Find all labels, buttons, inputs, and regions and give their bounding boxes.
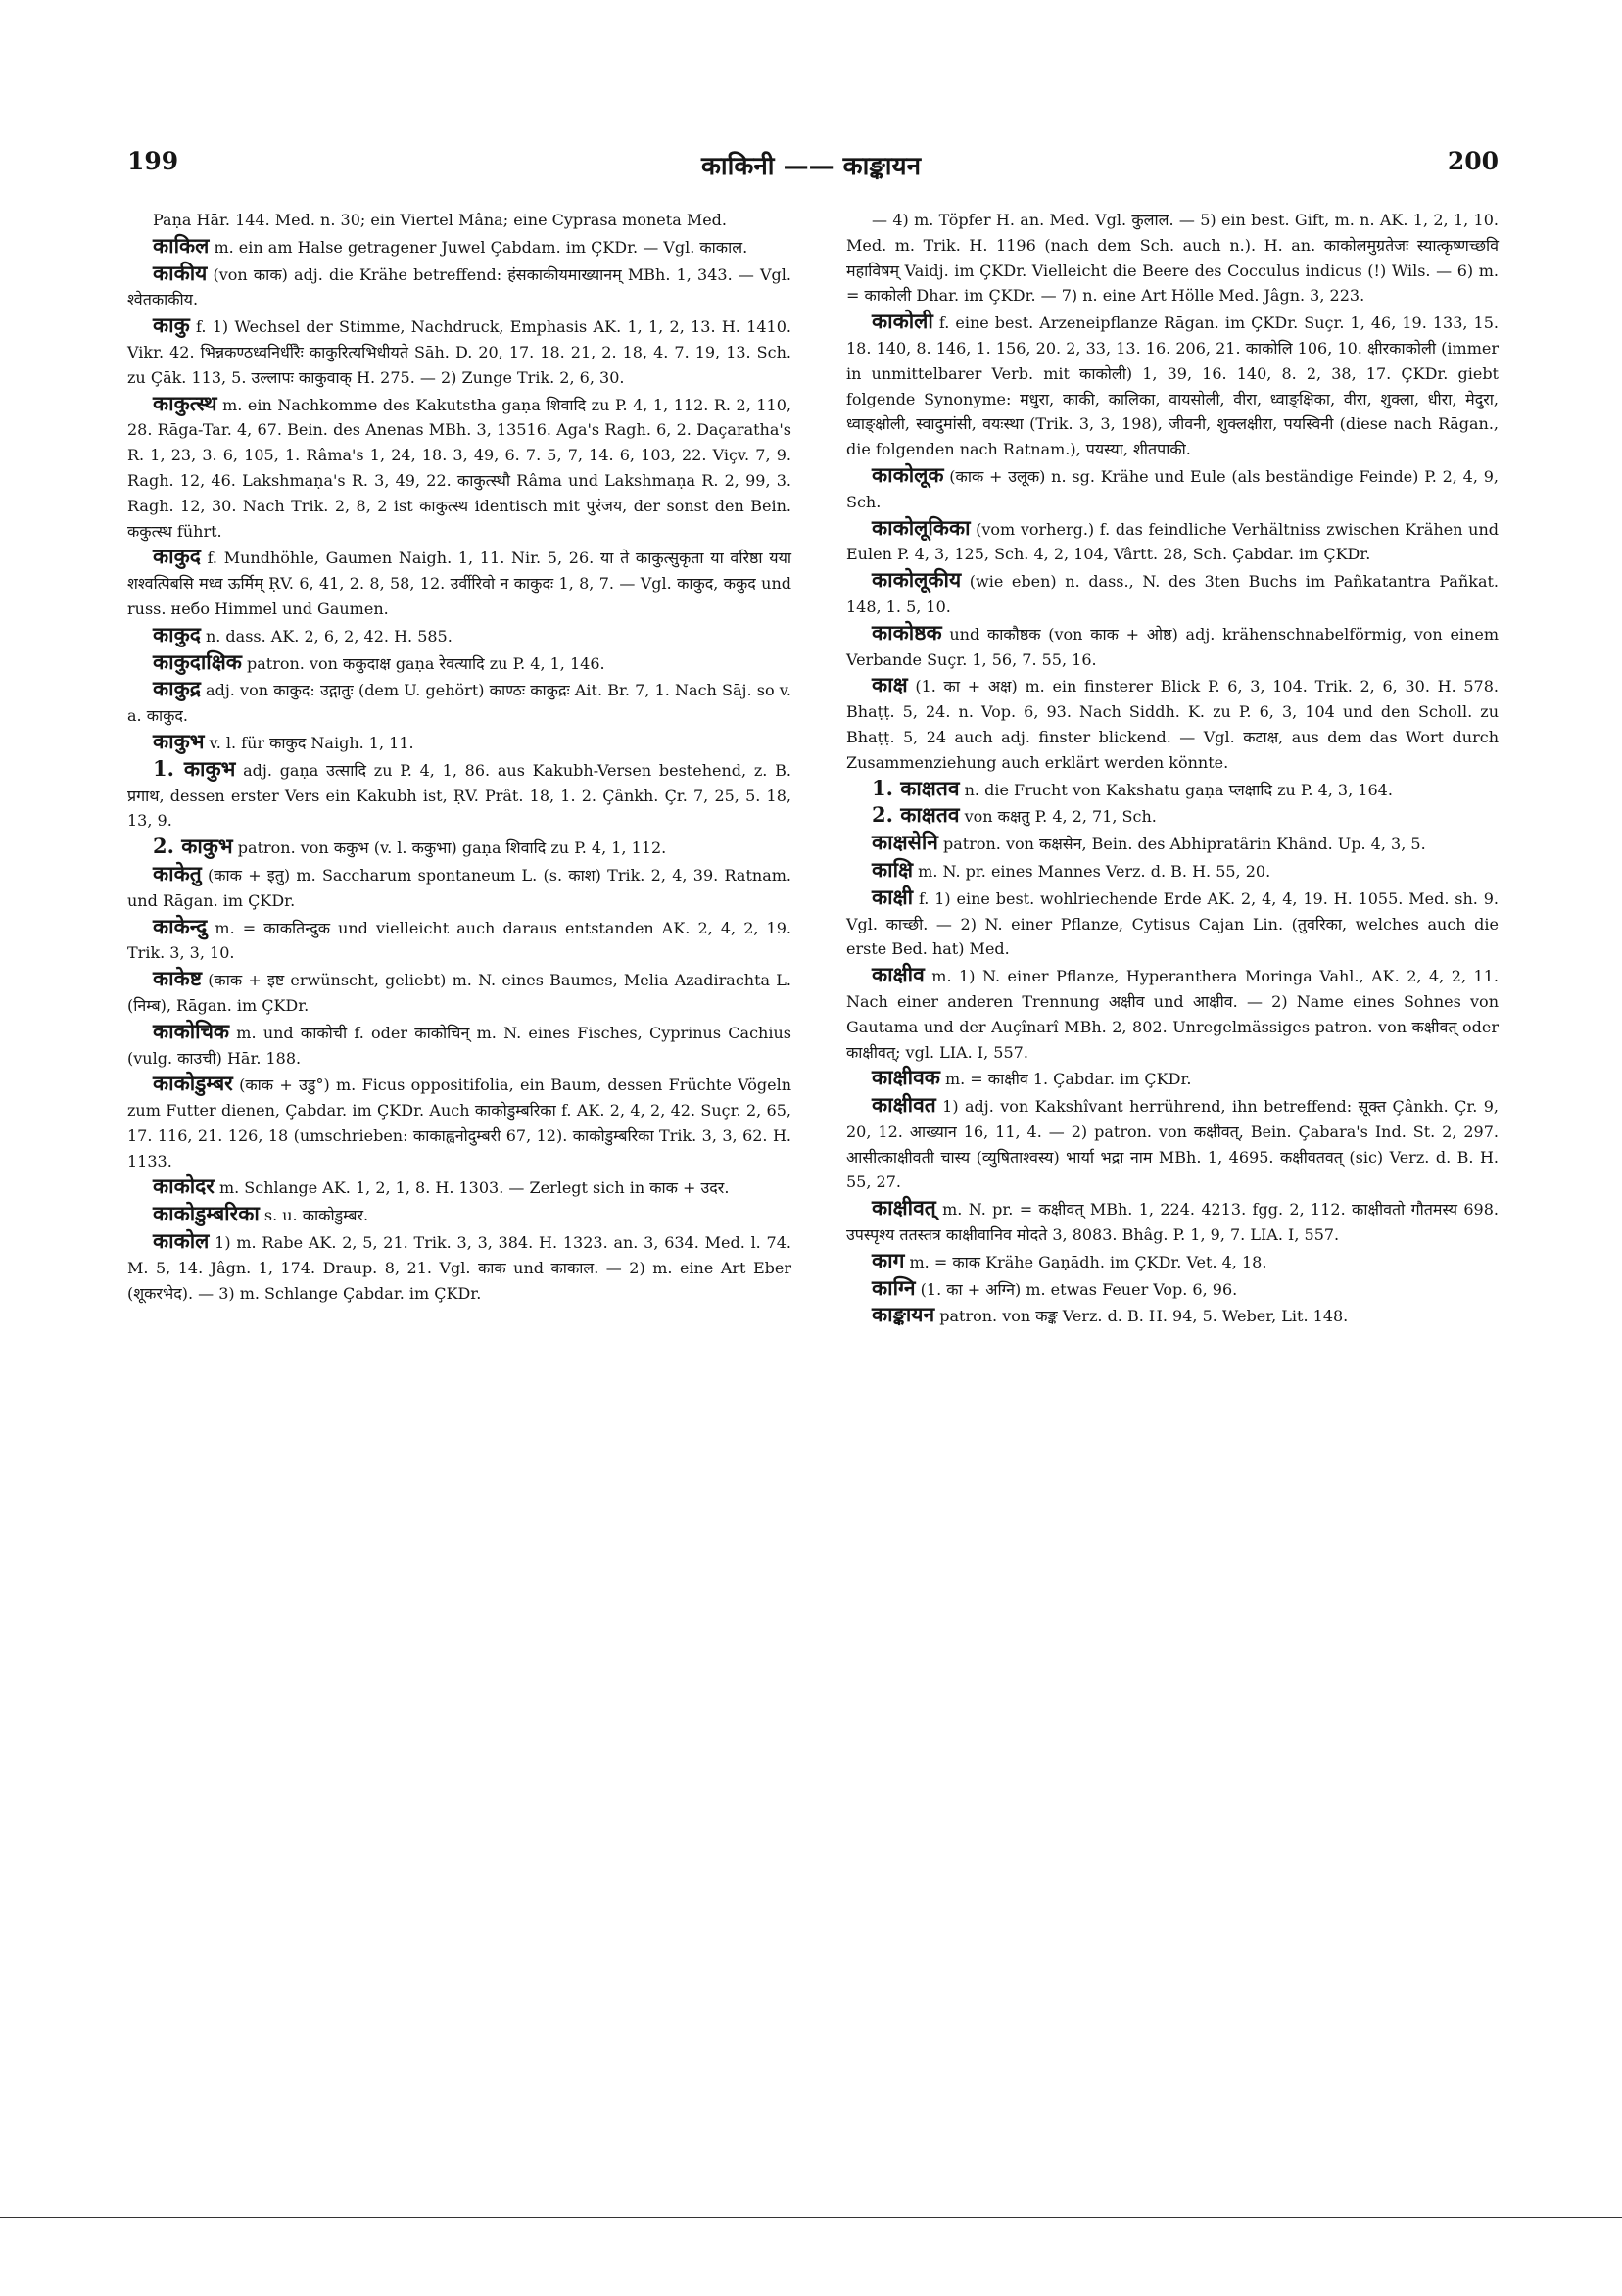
entry-headword: काकुद्र	[153, 676, 201, 701]
entry-text: m. ein am Halse getragener Juwel Çabdam. im ÇKDr. — Vgl. काकाल.	[209, 237, 748, 257]
entry-headword: काक्षीवत्	[872, 1195, 936, 1220]
dictionary-entry	[846, 672, 1499, 775]
entry-headword: 2. काक्षतव	[872, 802, 960, 828]
entry-text: m. = काक Krähe Gaṇādh. im ÇKDr. Vet. 4, 18.	[904, 1252, 1267, 1271]
entry-headword: 1. काक्षतव	[872, 775, 960, 800]
dictionary-entry	[127, 756, 791, 834]
entry-headword: काकुभ	[153, 728, 205, 753]
entry-text: patron. von कङ्क Verz. d. B. H. 94, 5. Weber, Lit. 148.	[934, 1307, 1349, 1326]
entry-text: 1) m. Rabe AK. 2, 5, 21. Trik. 3, 3, 384. H. 1323. an. 3, 634. Med. l. 74. M. 5, 14. Jâgn. 1, 174. Draup. 8, 21. Vgl. काक und काकाल. — 2) m. eine Art Eber (शूकरभेद). — 3) m. Schlange Çabdar. im ÇKDr.	[127, 1233, 791, 1303]
entry-text: (काक + उडु°) m. Ficus oppositifolia, ein Baum, dessen Früchte Vögeln zum Futter dienen, Çabdar. im ÇKDr. Auch काकोडुम्बरिका f. AK. 2, 4, 2, 42. Suçr. 2, 65, 17. 116, 21. 126, 18 (umschrieben: काकाह्वनोदुम्बरी 67, 12). काकोडुम्बरिका Trik. 3, 3, 62. H. 1133.	[127, 1076, 791, 1171]
entry-headword: काकोलूकीय	[872, 567, 962, 593]
entry-text: n. die Frucht von Kakshatu gaṇa प्लक्षादि zu P. 4, 3, 164.	[959, 780, 1393, 799]
entry-headword: 2. काकुभ	[153, 834, 233, 859]
dictionary-entry	[127, 312, 791, 390]
bottom-rule	[0, 2217, 1622, 2218]
dictionary-entry	[127, 1228, 791, 1306]
entry-headword: काङ्कायन	[872, 1302, 935, 1327]
entry-headword: काक्षीवक	[872, 1065, 940, 1090]
entry-headword: काकेष्ट	[153, 966, 202, 991]
entry-text: (काक + उलूक) n. sg. Krähe und Eule (als beständige Feinde) P. 2, 4, 9, Sch.	[846, 466, 1499, 511]
entry-text: adj. von काकुद: उद्गातुः (dem U. gehört) काण्ठः काकुद्रः Ait. Br. 7, 1. Nach Sāj. so v. a. काकुद.	[127, 681, 791, 726]
dictionary-entry	[846, 309, 1499, 462]
entry-headword: काकोलूकिका	[872, 514, 971, 540]
entry-text: (von काक) adj. die Krähe betreffend: हंसकाकीयमाख्यानम् MBh. 1, 343. — Vgl. श्वेतकाकीय.	[127, 264, 791, 310]
dictionary-entry	[127, 914, 791, 967]
entry-headword: काकुद	[153, 621, 201, 646]
entry-headword: 1. काकुभ	[153, 755, 236, 781]
entry-text: patron. von कक्षसेन, Bein. des Abhipratârin Khând. Up. 4, 3, 5.	[937, 835, 1426, 854]
dictionary-entry	[846, 208, 1499, 309]
entry-headword: काकीय	[153, 260, 208, 285]
entry-headword: काकोष्ठक	[872, 619, 942, 645]
entry-headword: काकोदर	[153, 1173, 215, 1199]
entry-headword: काकुदाक्षिक	[153, 648, 242, 674]
entry-headword: काक्षीव	[872, 962, 925, 987]
dictionary-entry	[127, 261, 791, 313]
dictionary-entry	[127, 649, 791, 677]
dictionary-entry	[846, 1302, 1499, 1329]
entry-text: patron. von ककुदाक्ष gaṇa रेवत्यादि zu P. 4, 1, 146.	[241, 653, 605, 673]
entry-text: m. und काकोची f. oder काकोचिन् m. N. eines Fisches, Cyprinus Cachius (vulg. काउची) Hār. 188.	[127, 1023, 791, 1068]
entry-headword: काक्षि	[872, 856, 914, 882]
left-column	[127, 208, 791, 1306]
entry-headword: काकोल	[153, 1228, 210, 1254]
entry-text: m. = काक्षीव 1. Çabdar. im ÇKDr.	[939, 1070, 1192, 1089]
dictionary-entry	[127, 834, 791, 861]
entry-headword: काकोचिक	[153, 1018, 230, 1043]
entry-text: f. Mundhöhle, Gaumen Naigh. 1, 11. Nir. 5, 26. या ते काकुत्सुकृता या वरिष्ठा यया शश्वत्पिबसि मध्व ऊर्मिम् ṚV. 6, 41, 2. 8, 58, 12. उर्वीरिवो न काकुदः 1, 8, 7. — Vgl. काकुद, ककुद und russ. небо Himmel und Gaumen.	[127, 549, 791, 618]
entry-text: m. 1) N. einer Pflanze, Hyperanthera Moringa Vahl., AK. 2, 4, 2, 11. Nach einer anderen Trennung अक्षीव und आक्षीव. — 2) Name eines Sohnes von Gautama und der Auçînarî MBh. 2, 802. Unregelmässiges patron. von कक्षीवत् oder काक्षीवत्; vgl. LIA. I, 557.	[846, 967, 1499, 1062]
dictionary-entry	[127, 1201, 791, 1228]
dictionary-entry	[846, 1092, 1499, 1195]
dictionary-entry	[846, 1275, 1499, 1303]
entry-headword: काकुत्स्थ	[153, 390, 217, 415]
entry-text: (काक + इष्ट erwünscht, geliebt) m. N. eines Baumes, Melia Azadirachta L. (निम्ब), Rāgan. im ÇKDr.	[127, 971, 791, 1015]
entry-text: 1) adj. von Kakshîvant herrührend, ihn betreffend: सूक्त Çânkh. Çr. 9, 20, 12. आख्यान 16, 11, 4. — 2) patron. von कक्षीवत्, Bein. Çabara's Ind. St. 2, 297. आसीत्काक्षीवती चास्य (व्युषिताश्वस्य) भार्या भद्रा नाम MBh. 1, 4695. कक्षीवतवत् (sic) Verz. d. B. H. 55, 27.	[846, 1097, 1499, 1192]
entry-text: m. = काकतिन्दुक und vielleicht auch daraus entstanden AK. 2, 4, 2, 19. Trik. 3, 3, 10.	[127, 918, 791, 963]
dictionary-entry	[846, 462, 1499, 515]
dictionary-entry	[127, 391, 791, 545]
entry-headword: काकेन्दु	[153, 913, 208, 938]
entry-text: m. N. pr. = कक्षीवत् MBh. 1, 224. 4213. fgg. 2, 112. काक्षीवतो गौतमस्य 698. उपस्पृश्य ततस्तत्र काक्षीवानिव मोदते 3, 8083. Bhâg. P. 1, 9, 7. LIA. I, 557.	[846, 1200, 1499, 1245]
dictionary-entry	[846, 776, 1499, 803]
page-number-right: 200	[1447, 147, 1499, 175]
entry-headword: काकुद	[153, 544, 201, 569]
entry-text: f. 1) eine best. wohlriechende Erde AK. 2, 4, 4, 19. H. 1055. Med. sh. 9. Vgl. काच्छी. — 2) N. einer Pflanze, Cytisus Cajan Lin. (तुवरिका, welches auch die erste Bed. hat) Med.	[846, 888, 1499, 959]
entry-text: von कक्षतु P. 4, 2, 71, Sch.	[959, 807, 1157, 827]
page-number-left: 199	[127, 147, 179, 175]
dictionary-entry	[846, 962, 1499, 1065]
dictionary-entry	[846, 830, 1499, 857]
dictionary-entry	[127, 208, 791, 233]
dictionary-entry	[846, 515, 1499, 568]
dictionary-entry	[127, 1071, 791, 1173]
dictionary-entry	[127, 676, 791, 729]
right-column	[846, 208, 1499, 1329]
entry-text: Paṇa Hār. 144. Med. n. 30; ein Viertel Mâna; eine Cyprasa moneta Med.	[153, 211, 727, 229]
entry-text: f. 1) Wechsel der Stimme, Nachdruck, Emphasis AK. 1, 1, 2, 13. H. 1410. Vikr. 42. भिन्नकण्ठध्वनिर्धीरैः काकुरित्यभिधीयते Sāh. D. 20, 17. 18. 21, 2. 18, 4. 7. 19, 13. Sch. zu Çāk. 113, 5. उल्लापः काकुवाक् H. 275. — 2) Zunge Trik. 2, 6, 30.	[127, 317, 791, 387]
entry-text: (1. का + अक्ष) m. ein finsterer Blick P. 6, 3, 104. Trik. 2, 6, 30. H. 578. Bhaṭṭ. 5, 24. n. Vop. 6, 93. Nach Siddh. K. zu P. 6, 3, 104 und den Scholl. zu Bhaṭṭ. 5, 24 auch adj. finster blickend. — Vgl. कटाक्ष, aus dem das Wort durch Zusammenziehung auch erklärt werden könnte.	[846, 677, 1499, 772]
entry-headword: काकोडुम्बर	[153, 1071, 233, 1096]
dictionary-entry	[846, 857, 1499, 885]
dictionary-entry	[846, 1195, 1499, 1248]
dictionary-entry	[846, 802, 1499, 830]
entry-text: und काकौष्ठक (von काक + ओष्ठ) adj. krähenschnabelförmig, von einem Verbande Suçr. 1, 56, 7. 55, 16.	[846, 624, 1499, 669]
entry-text: (vom vorherg.) f. das feindliche Verhältniss zwischen Krähen und Eulen P. 4, 3, 125, Sch. 4, 2, 104, Vârtt. 28, Sch. Çabdar. im ÇKDr.	[846, 519, 1499, 564]
entry-text: — 4) m. Töpfer H. an. Med. Vgl. कुलाल. — 5) ein best. Gift, m. n. AK. 1, 2, 1, 10. Med. m. Trik. H. 1196 (nach dem Sch. auch n.). H. an. काकोलमुग्रतेजः स्यात्कृष्णच्छवि महाविषम् Vaidj. im ÇKDr. Vielleicht die Beere des Cocculus indicus (!) Wils. — 6) m. = काकोली Dhar. im ÇKDr. — 7) n. eine Art Hölle Med. Jâgn. 3, 223.	[846, 211, 1499, 306]
entry-text: m. N. pr. eines Mannes Verz. d. B. H. 55, 20.	[913, 861, 1271, 881]
entry-headword: काकोलूक	[872, 461, 944, 487]
entry-text: m. ein Nachkomme des Kakutstha gaṇa शिवादि zu P. 4, 1, 112. R. 2, 110, 28. Rāga-Tar. 4, 67. Bein. des Anenas MBh. 3, 13516. Aga's Ragh. 6, 2. Daçaratha's R. 1, 23, 3. 6, 105, 1. Râma's 1, 24, 18. 3, 49, 6. 7. 5, 7, 14. 6, 103, 22. Viçv. 7, 9. Ragh. 12, 46. Lakshmaṇa's R. 3, 49, 22. काकुत्स्थौ Râma und Lakshmaṇa R. 2, 99, 3. Ragh. 12, 30. Nach Trik. 2, 8, 2 ist काकुत्स्थ identisch mit पुरंजय, der sonst den Bein. ककुत्स्थ führt.	[127, 395, 791, 541]
entry-text: f. eine best. Arzeneipflanze Rāgan. im ÇKDr. Suçr. 1, 46, 19. 133, 15. 18. 140, 8. 146, 1. 156, 20. 2, 33, 13. 16. 206, 21. काकोलि 106, 10. क्षीरकाकोली (immer in unmittelbarer Verb. mit काकोली) 1, 39, 16. 140, 8. 2, 38, 17. ÇKDr. giebt folgende Synonyme: मधुरा, काकी, कालिका, वायसोली, वीरा, ध्वाङ्क्षिका, वीरा, शुक्ला, धीरा, मेदुरा, ध्वाङ्क्षोली, स्वादुमांसी, वयःस्था (Trik. 3, 3, 198), जीवनी, शुक्लक्षीरा, पयस्विनी (diese nach Rāgan., die folgenden nach Ratnam.), पयस्या, शीतपाकी.	[846, 313, 1499, 459]
dictionary-entry	[846, 620, 1499, 673]
entry-text: (wie eben) n. dass., N. des 3ten Buchs im Pañkatantra Pañkat. 148, 1. 5, 10.	[846, 572, 1499, 616]
entry-headword: काक्षीवत	[872, 1092, 936, 1118]
running-title: काकिनी —— काङ्कायन	[700, 152, 922, 181]
entry-text: (1. का + अग्नि) m. etwas Feuer Vop. 6, 96.	[915, 1279, 1238, 1299]
entry-text: adj. gaṇa उत्सादि zu P. 4, 1, 86. aus Kakubh-Versen bestehend, z. B. प्रगाथ, dessen erster Vers ein Kakubh ist, ṚV. Prât. 18, 1. 2. Çânkh. Çr. 7, 25, 5. 18, 13, 9.	[127, 760, 791, 831]
dictionary-entry	[127, 622, 791, 649]
entry-headword: काकेतु	[153, 860, 202, 885]
dictionary-entry	[127, 729, 791, 756]
dictionary-entry	[127, 1019, 791, 1072]
entry-text: patron. von ककुभ (v. l. ककुभा) gaṇa शिवादि zu P. 4, 1, 112.	[232, 838, 667, 858]
dictionary-entry	[846, 1248, 1499, 1275]
dictionary-entry	[127, 233, 791, 261]
dictionary-entry	[846, 885, 1499, 962]
entry-headword: काक्ष	[872, 672, 908, 697]
entry-headword: काकु	[153, 312, 190, 338]
entry-headword: काक्षी	[872, 884, 914, 909]
dictionary-entry	[846, 1065, 1499, 1092]
entry-text: v. l. für काकुद Naigh. 1, 11.	[204, 733, 414, 752]
dictionary-entry	[127, 1173, 791, 1201]
entry-headword: काक्षसेनि	[872, 830, 938, 855]
entry-headword: काग	[872, 1247, 905, 1272]
entry-text: n. dass. AK. 2, 6, 2, 42. H. 585.	[200, 626, 453, 646]
entry-text: m. Schlange AK. 1, 2, 1, 8. H. 1303. — Zerlegt sich in काक + उदर.	[214, 1178, 730, 1198]
entry-headword: काकिल	[153, 232, 210, 258]
dictionary-entry	[127, 861, 791, 914]
entry-text: (काक + इतु) m. Saccharum spontaneum L. (s. काश) Trik. 2, 4, 39. Ratnam. und Rāgan. im ÇKDr.	[127, 865, 791, 910]
dictionary-entry	[846, 567, 1499, 620]
dictionary-entry	[127, 966, 791, 1019]
dictionary-entry	[127, 544, 791, 621]
entry-headword: काकोडुम्बरिका	[153, 1201, 260, 1226]
entry-headword: काग्नि	[872, 1274, 916, 1300]
entry-text: s. u. काकोडुम्बर.	[259, 1206, 369, 1225]
entry-headword: काकोली	[872, 309, 933, 334]
